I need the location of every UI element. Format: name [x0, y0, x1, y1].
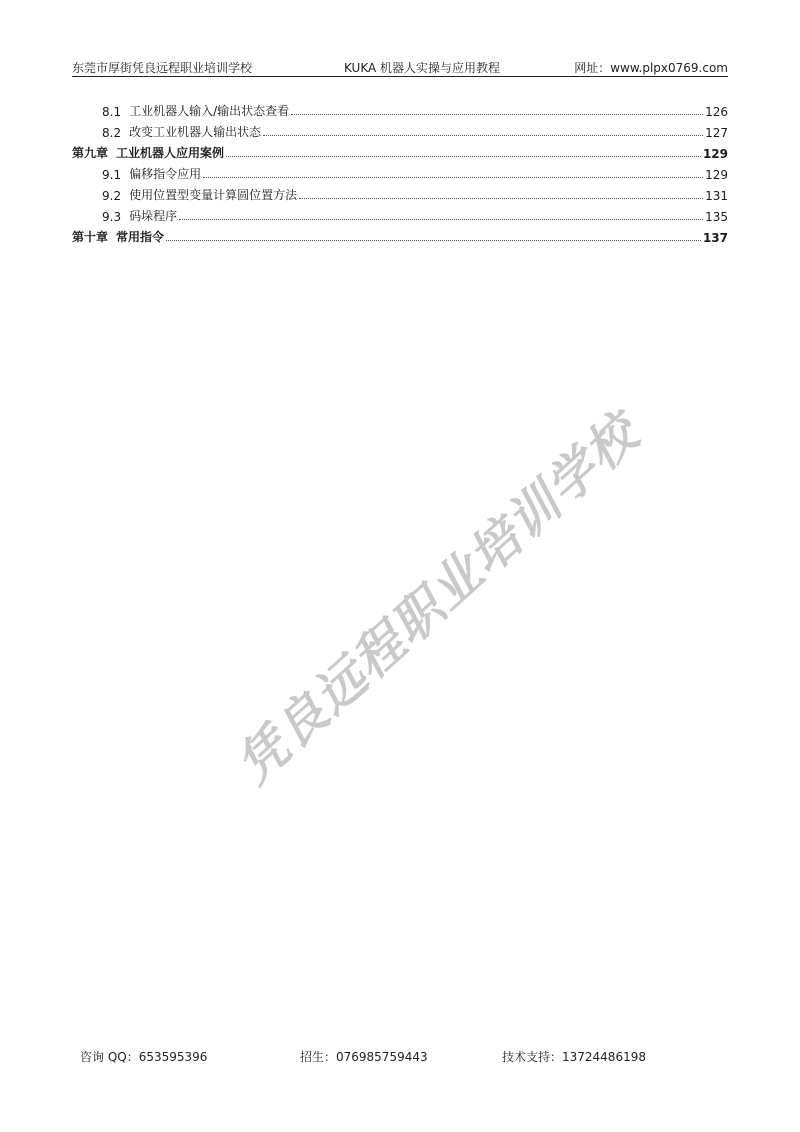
toc-chapter-title: 常用指令 — [116, 230, 165, 244]
school-watermark: 凭良远程职业培训学校 — [224, 402, 651, 795]
header-book-title: KUKA 机器人实操与应用教程 — [344, 61, 501, 75]
toc-entry-page: 127 — [705, 126, 728, 140]
page-header — [72, 56, 728, 77]
table-of-contents — [72, 98, 728, 245]
toc-chapter-page: 137 — [702, 231, 728, 245]
toc-chapter-9[interactable] — [72, 140, 728, 161]
header-website: 网址：www.plpx0769.com — [574, 61, 728, 75]
footer-qq-contact: 咨询 QQ：653595396 — [80, 1050, 208, 1064]
toc-entry-title: 码垛程序 — [129, 209, 178, 223]
toc-chapter-10[interactable] — [72, 224, 728, 245]
footer-enrollment-phone: 招生：076985759443 — [300, 1050, 428, 1064]
toc-entry-page: 129 — [705, 168, 728, 182]
toc-entry-title: 使用位置型变量计算圆位置方法 — [129, 188, 298, 202]
toc-entry-title: 工业机器人输入/输出状态查看 — [129, 104, 290, 118]
toc-entry-9-2[interactable] — [72, 182, 728, 203]
page-footer — [80, 1048, 720, 1066]
toc-entry-number: 9.3 — [102, 210, 122, 224]
toc-entry-page: 135 — [705, 210, 728, 224]
toc-dot-leader — [299, 197, 703, 199]
toc-dot-leader — [226, 155, 701, 157]
toc-chapter-title: 工业机器人应用案例 — [116, 146, 225, 160]
toc-dot-leader — [203, 176, 703, 178]
toc-entry-number: 8.2 — [102, 126, 122, 140]
toc-dot-leader — [179, 218, 703, 220]
toc-entry-title: 偏移指令应用 — [129, 167, 202, 181]
toc-dot-leader — [166, 239, 701, 241]
toc-entry-title: 改变工业机器人输出状态 — [129, 125, 262, 139]
toc-chapter-number: 第九章 — [72, 146, 109, 160]
toc-entry-8-1[interactable] — [72, 98, 728, 119]
toc-entry-9-1[interactable] — [72, 161, 728, 182]
toc-dot-leader — [291, 113, 703, 115]
toc-dot-leader — [263, 134, 703, 136]
footer-support-phone: 技术支持：13724486198 — [502, 1050, 646, 1064]
toc-chapter-number: 第十章 — [72, 230, 109, 244]
toc-entry-page: 131 — [705, 189, 728, 203]
toc-chapter-page: 129 — [702, 147, 728, 161]
header-school-name: 东莞市厚街凭良远程职业培训学校 — [72, 61, 253, 75]
toc-entry-number: 9.1 — [102, 168, 122, 182]
toc-entry-page: 126 — [705, 105, 728, 119]
toc-entry-8-2[interactable] — [72, 119, 728, 140]
toc-entry-number: 8.1 — [102, 105, 122, 119]
toc-entry-number: 9.2 — [102, 189, 122, 203]
toc-entry-9-3[interactable] — [72, 203, 728, 224]
